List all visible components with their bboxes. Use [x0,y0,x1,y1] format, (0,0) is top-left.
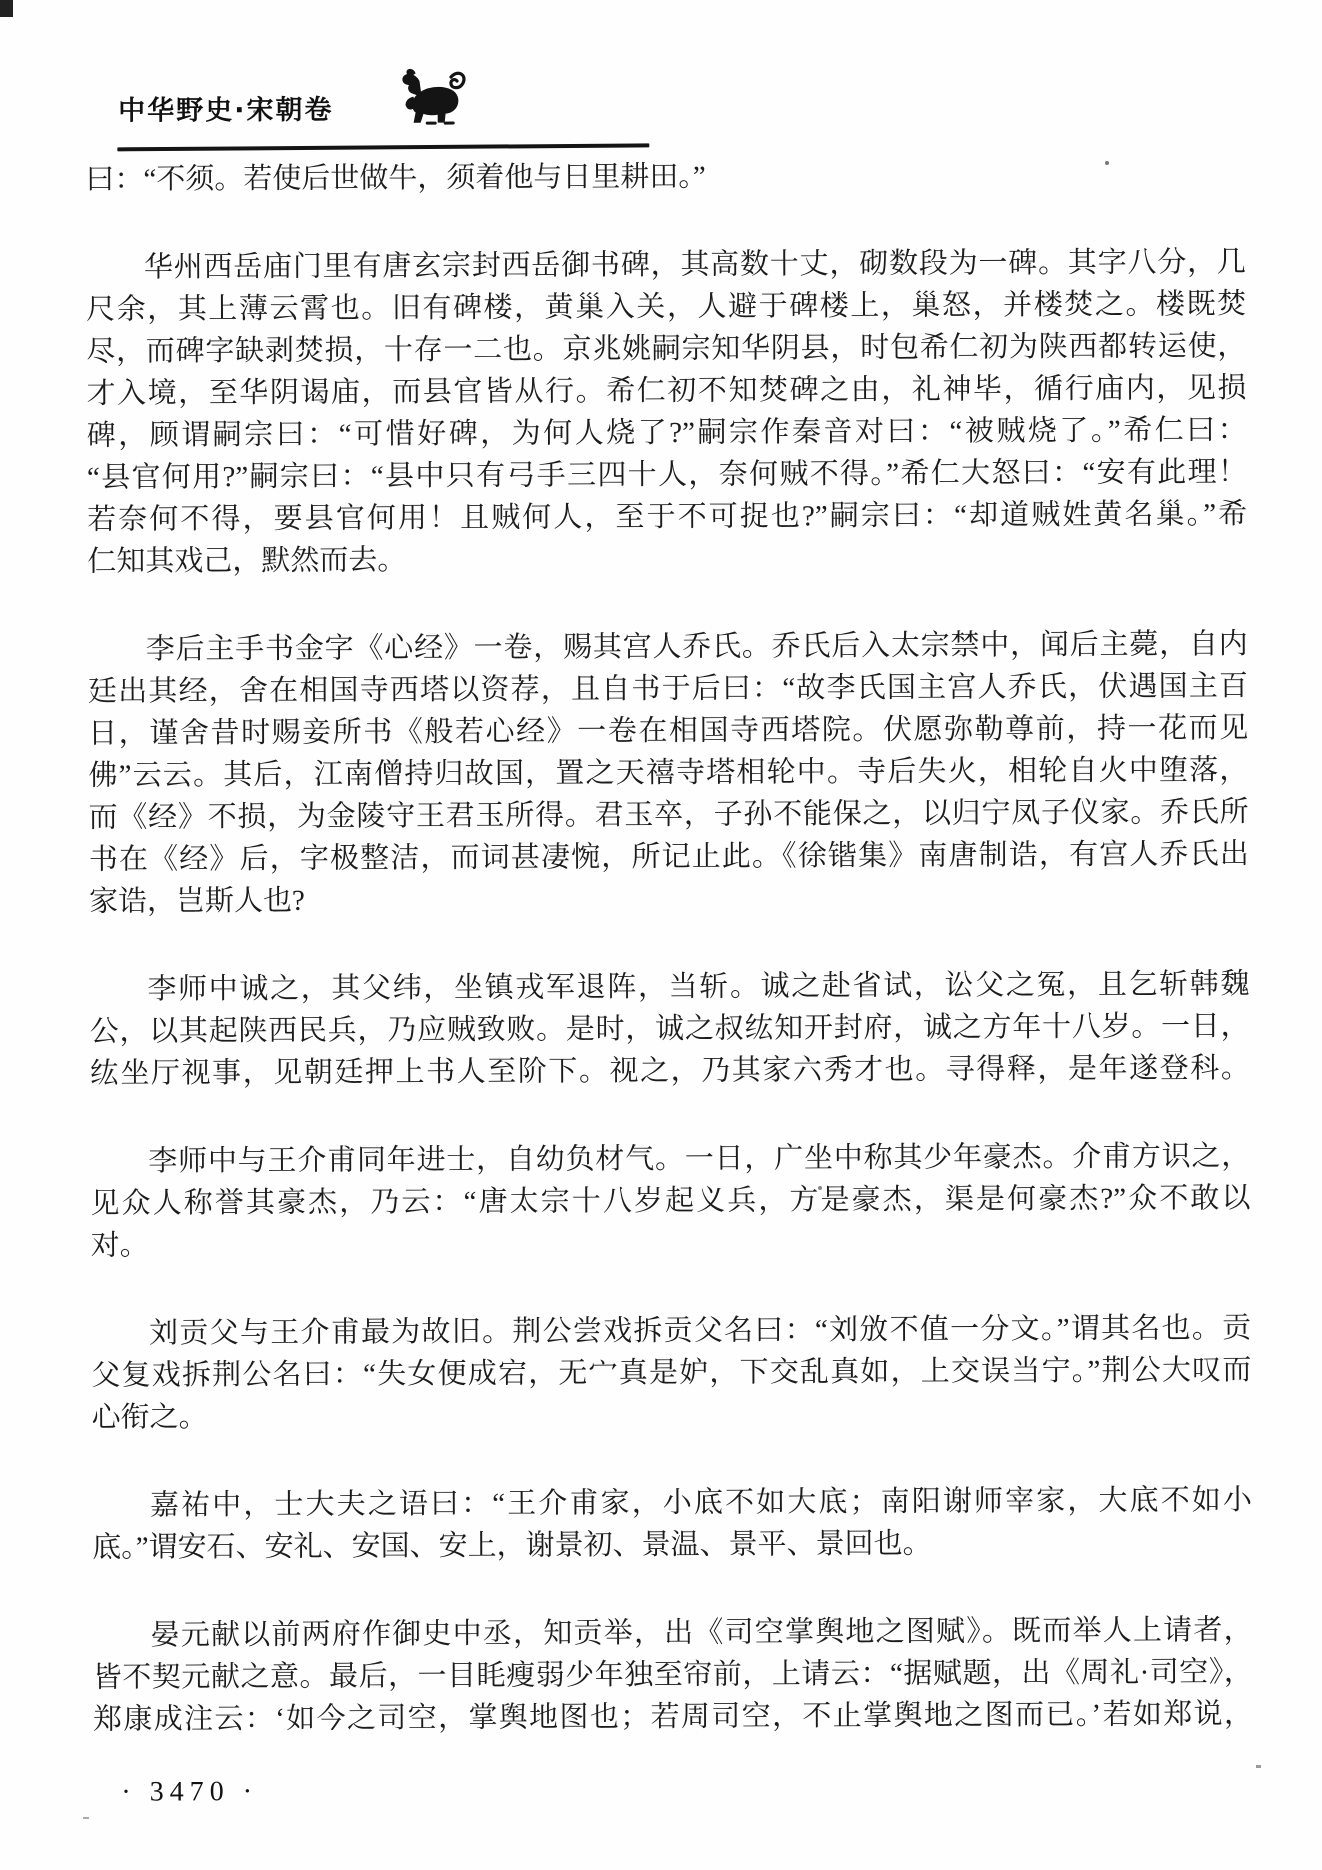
scan-artifact [0,0,13,17]
paragraph [90,1135,1251,1267]
text-line: 皆不契元献之意。最后，一目眊瘦弱少年独至帘前，上请云：“据赋题，出《周礼·司空》， [92,1656,1253,1694]
text-line: 父复戏拆荆公名曰：“失女便成宕，无宀真是妒，下交乱真如，上交误当宁。”荆公大叹而 [91,1354,1252,1392]
paragraph [88,623,1249,923]
text-line: 李后主手书金字《心经》一卷，赐其宫人乔氏。乔氏后入太宗禁中，闻后主薨，自内 [145,628,1248,666]
text-line: 公，以其起陕西民兵，乃应贼致败。是时，诚之叔纮知开封府，诚之方年十八岁。一日， [89,1010,1250,1048]
text-line: 心衔之。 [91,1401,208,1434]
text-line: “县官何用?”嗣宗曰：“县中只有弓手三四十人，奈何贼不得。”希仁大怒曰：“安有此理！ [86,456,1248,494]
text-line: 刘贡父与王介甫最为故旧。荆公尝戏拆贡父名曰：“刘攽不值一分文。”谓其名也。贡 [149,1312,1252,1350]
text-line: 家诰，岂斯人也? [88,884,305,918]
text-line: 华州西岳庙门里有唐玄宗封西岳御书碑，其高数十丈，砌数段为一碑。其字八分，几 [143,246,1246,284]
text-line: 才入境，至华阴谒庙，而县官皆从行。希仁初不知焚碑之由，礼神毕，循行庙内，见损 [86,372,1247,410]
text-line: 若奈何不得，要县官何用！且贼何人，至于不可捉也?”嗣宗曰：“却道贼姓黄名巢。”希 [87,498,1248,536]
text-line: 尺余，其上薄云霄也。旧有碑楼，黄巢入关，人避于碑楼上，巢怒，并楼焚之。楼既焚 [86,288,1247,326]
text-line: 对。 [90,1229,149,1262]
text-line: 见众人称誉其豪杰，乃云：“唐太宗十八岁起义兵，方是豪杰，渠是何豪杰?”众不敢以 [90,1182,1251,1220]
text-line: 李师中与王介甫同年进士，自幼负材气。一日，广坐中称其少年豪杰。介甫方识之， [148,1140,1251,1178]
header-rule [117,143,649,151]
text-line: 佛”云云。其后，江南僧持归故国，置之天禧寺塔相轮中。寺后失火，相轮自火中堕落， [88,754,1249,792]
text-line: 碑，顾谓嗣宗曰：“可惜好碑，为何人烧了?”嗣宗作秦音对曰：“被贼烧了。”希仁曰： [86,414,1247,452]
text-line: 底。”谓安石、安礼、安国、安上，谢景初、景温、景平、景回也。 [92,1527,932,1564]
running-header [85,75,1245,153]
text-line: 日，谨舍昔时赐妾所书《般若心经》一卷在相国寺西塔院。伏愿弥勒尊前，持一花而见 [88,712,1249,750]
text-line: 而《经》不损，为金陵守王君玉所得。君玉卒，子孙不能保之，以归宁凤子仪家。乔氏所 [88,796,1249,834]
text-line: 纮坐厅视事，见朝廷押上书人至阶下。视之，乃其家六秀才也。寻得释，是年遂登科。 [89,1052,1250,1090]
scan-artifact [1256,1765,1261,1768]
text-line: 晏元献以前两府作御史中丞，知贡举，出《司空掌舆地之图赋》。既而举人上请者， [150,1614,1253,1652]
paragraph [86,241,1248,583]
text-line: 书在《经》后，字极整洁，而词甚凄惋，所记止此。《徐锴集》南唐制诰，有宫人乔氏出 [88,838,1249,876]
scan-artifact [83,1817,89,1819]
page-number: · 3470 · [121,1776,259,1808]
text-line: 仁知其戏己，默然而去。 [87,544,407,578]
body-text [85,153,1253,1741]
page-content [85,75,1253,1809]
text-line: 嘉祐中，士大夫之语曰：“王介甫家，小底不如大底；南阳谢师宰家，大底不如小 [149,1484,1253,1522]
continuation-line: 曰：“不须。若使后世做牛，须着他与日里耕田。” [85,160,706,196]
paragraph [92,1479,1252,1569]
book-title: 中华野史·宋朝卷 [118,94,334,127]
text-line: 李师中诚之，其父纬，坐镇戎军退阵，当斩。诚之赴省试，讼父之冤，且乞斩韩魏 [147,968,1250,1006]
text-line: 郑康成注云：‘如今之司空，掌舆地图也；若周司空，不止掌舆地之图而已。’若如郑说， [92,1698,1254,1736]
text-line: 廷出其经，舍在相国寺西塔以资荐，且自书于后曰：“故李氏国主宫人乔氏，伏遇国主百 [87,670,1249,708]
paragraph [93,1609,1254,1741]
qilin-ornament-icon [397,67,467,138]
text-line: 尽，而碑字缺剥焚损，十存一二也。京兆姚嗣宗知华阴县，时包希仁初为陕西都转运使， [86,330,1247,368]
paragraph [89,963,1250,1095]
paragraph [91,1307,1252,1439]
